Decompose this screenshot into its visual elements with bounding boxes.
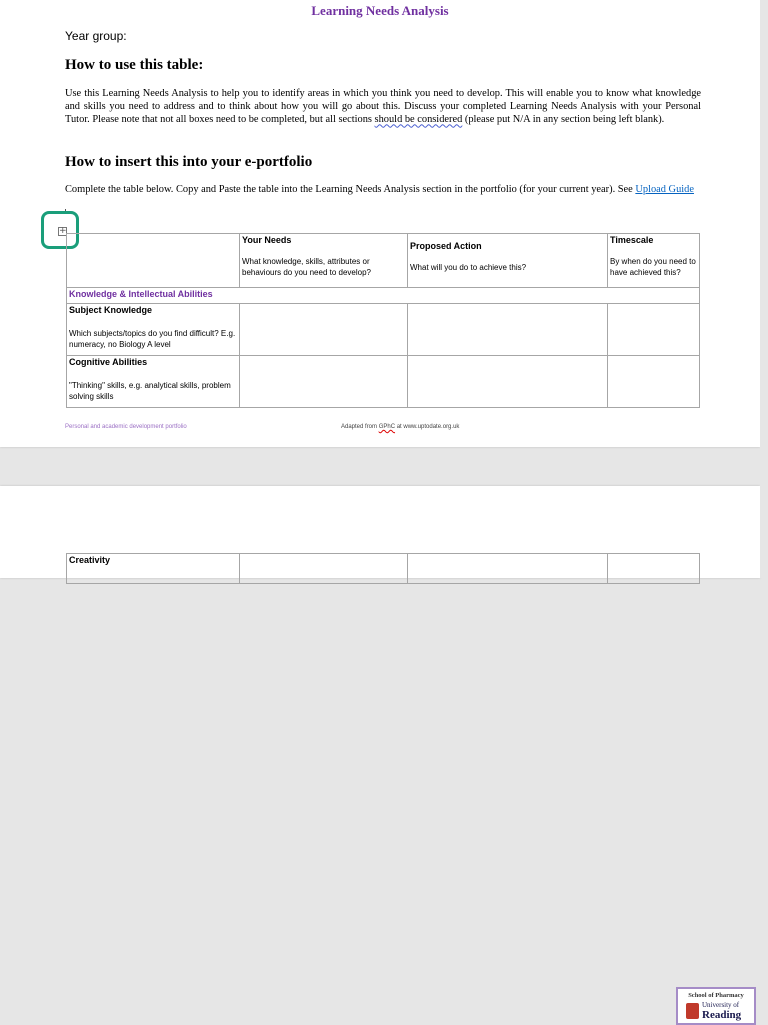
logo-line1: School of Pharmacy	[688, 992, 744, 999]
your-needs-cell[interactable]	[240, 304, 408, 356]
row-label-cell[interactable]	[67, 304, 240, 356]
row-title: Cognitive Abilities	[69, 357, 148, 367]
row-subtitle: Which subjects/topics do you find difficult? E.g. numeracy, no Biology A level	[69, 329, 236, 349]
table-header-row	[67, 234, 700, 288]
timescale-cell[interactable]	[608, 554, 700, 584]
proposed-action-cell[interactable]	[408, 356, 608, 408]
page-gutter	[760, 0, 768, 578]
university-logo	[676, 987, 756, 1025]
proposed-action-cell[interactable]	[408, 304, 608, 356]
footer-right-text	[341, 424, 459, 430]
header-title: Timescale	[610, 235, 654, 245]
logo-line3: Reading	[702, 1009, 742, 1021]
timescale-cell[interactable]	[608, 304, 700, 356]
crest-icon	[686, 1003, 699, 1019]
header-subtitle: By when do you need to have achieved this?	[610, 257, 696, 277]
section-title: Knowledge & Intellectual Abilities	[69, 289, 213, 299]
how-to-insert-text: Complete the table below. Copy and Paste the table into the Learning Needs Analysis section in the portfolio (for your current year). See	[65, 184, 636, 195]
document-title: Learning Needs Analysis	[311, 3, 449, 18]
row-label-cell[interactable]	[67, 554, 240, 584]
how-to-use-paragraph[interactable]	[65, 87, 701, 127]
spelling-flagged-text: should be considered	[374, 114, 463, 126]
footer-left-text: Personal and academic development portfolio	[65, 424, 187, 430]
header-title: Your Needs	[242, 235, 292, 245]
document-page-1	[0, 0, 760, 447]
timescale-cell[interactable]	[608, 356, 700, 408]
header-subtitle: What knowledge, skills, attributes or behaviours do you need to develop?	[242, 257, 371, 277]
upload-guide-link[interactable]: Upload Guide	[635, 184, 694, 195]
learning-needs-table-continued[interactable]	[66, 553, 700, 584]
table-row	[67, 356, 700, 408]
how-to-use-text-a: Use this Learning Needs Analysis to help you to identify areas in which you think you need to develop. This will enable you to know what knowledge and skills you need to address and to think about how you will go about this. Discuss your completed Learning Needs Analysis with your Personal Tutor. Please note that not all boxes need to be completed, but all sections	[65, 88, 701, 126]
learning-needs-table[interactable]	[66, 233, 700, 408]
header-cell-timescale[interactable]	[608, 234, 700, 288]
spelling-flagged-text: GPhC	[378, 424, 396, 430]
how-to-insert-paragraph[interactable]	[65, 183, 701, 196]
section-cell[interactable]	[67, 288, 700, 304]
logo-line2: University of	[702, 1001, 740, 1009]
row-label-cell[interactable]	[67, 356, 240, 408]
how-to-insert-heading: How to insert this into your e-portfolio	[65, 154, 313, 170]
table-row	[67, 304, 700, 356]
row-title: Creativity	[69, 555, 111, 565]
row-title: Subject Knowledge	[69, 305, 153, 315]
table-row	[67, 554, 700, 584]
proposed-action-cell[interactable]	[408, 554, 608, 584]
your-needs-cell[interactable]	[240, 356, 408, 408]
row-subtitle: "Thinking" skills, e.g. analytical skills, problem solving skills	[69, 381, 231, 401]
header-subtitle: What will you do to achieve this?	[410, 263, 527, 272]
move-icon: +	[59, 226, 67, 236]
how-to-use-heading: How to use this table:	[65, 57, 204, 73]
header-title: Proposed Action	[410, 241, 482, 251]
your-needs-cell[interactable]	[240, 554, 408, 584]
footer-text-b: at www.uptodate.org.uk	[395, 424, 460, 430]
how-to-use-text-b: (please put N/A in any section being left blank).	[462, 114, 665, 126]
section-row	[67, 288, 700, 304]
year-group-label[interactable]: Year group:	[65, 29, 127, 43]
header-cell-proposed-action[interactable]	[408, 234, 608, 288]
footer-text-a: Adapted from	[341, 424, 379, 430]
header-cell-your-needs[interactable]	[240, 234, 408, 288]
header-cell-empty[interactable]	[67, 234, 240, 288]
